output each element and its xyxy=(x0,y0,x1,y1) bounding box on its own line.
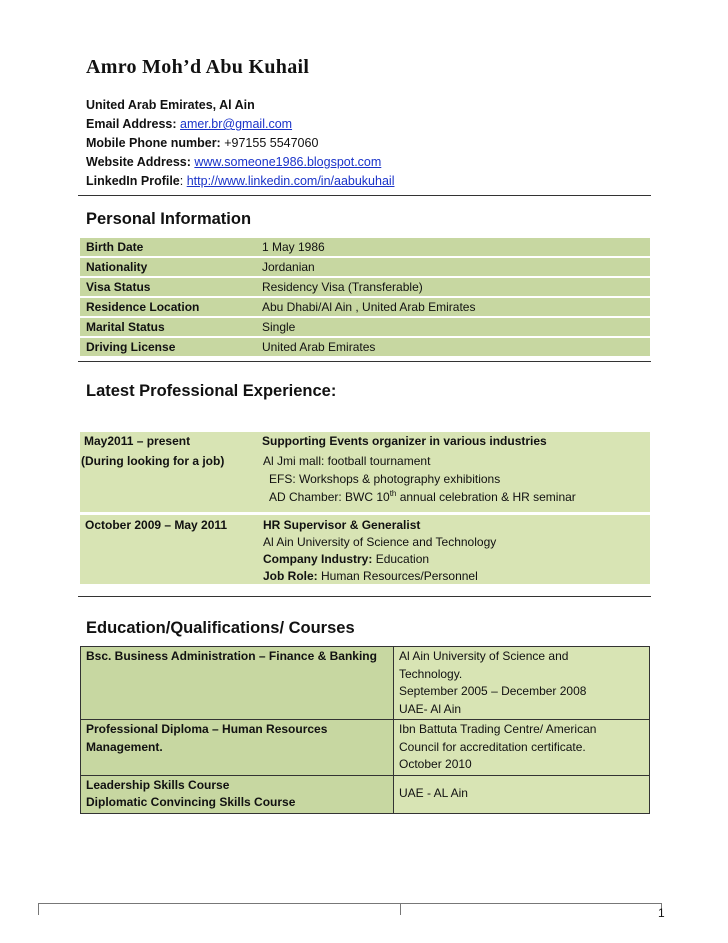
email-label: Email Address: xyxy=(86,117,177,131)
qualification: Professional Diploma – Human Resources Management. xyxy=(81,720,394,776)
mobile-number: +97155 5547060 xyxy=(224,136,319,150)
row-label: Residence Location xyxy=(86,300,200,314)
job-detail: AD Chamber: BWC 10th annual celebration & HR seminar xyxy=(269,489,576,504)
section-title-education: Education/Qualifications/ Courses xyxy=(86,619,355,637)
table-row xyxy=(80,278,650,298)
table-row xyxy=(80,318,650,338)
contact-block xyxy=(86,96,394,191)
row-label: Marital Status xyxy=(86,320,165,334)
qualification: Bsc. Business Administration – Finance & Banking xyxy=(81,647,394,720)
job-period-note: (During looking for a job) xyxy=(81,454,225,468)
table-row xyxy=(80,298,650,318)
job-period: October 2009 – May 2011 xyxy=(85,518,228,532)
row-value: Residency Visa (Transferable) xyxy=(262,280,423,294)
row-value: Abu Dhabi/Al Ain , United Arab Emirates xyxy=(262,300,476,314)
linkedin-link[interactable]: http://www.linkedin.com/in/aabukuhail xyxy=(186,174,395,188)
job-title: HR Supervisor & Generalist xyxy=(263,518,421,532)
email-link[interactable]: amer.br@gmail.com xyxy=(180,117,293,131)
job-detail: EFS: Workshops & photography exhibitions xyxy=(269,472,501,486)
location: United Arab Emirates, Al Ain xyxy=(86,98,255,112)
footer-tick xyxy=(38,903,39,915)
institution: Ibn Battuta Trading Centre/ American Council for accreditation certificate. October 2010 xyxy=(394,720,650,776)
website-line xyxy=(86,153,394,172)
page-number: 1 xyxy=(658,906,665,920)
candidate-name: Amro Moh’d Abu Kuhail xyxy=(86,56,310,78)
footer-tick xyxy=(400,903,401,915)
table-row xyxy=(80,338,650,358)
section-title-personal: Personal Information xyxy=(86,210,252,228)
qualification: Leadership Skills Course Diplomatic Convincing Skills Course xyxy=(81,775,394,813)
row-value: Jordanian xyxy=(262,260,315,274)
job-detail: Al Jmi mall: football tournament xyxy=(263,454,431,468)
mobile-label: Mobile Phone number: xyxy=(86,136,221,150)
table-row xyxy=(80,238,650,258)
table-row xyxy=(81,720,650,776)
footer-line xyxy=(38,903,662,904)
job-industry: Company Industry: Education xyxy=(263,552,430,566)
row-label: Visa Status xyxy=(86,280,151,294)
education-table xyxy=(80,646,650,814)
email-line xyxy=(86,115,394,134)
table-row xyxy=(81,647,650,720)
row-label: Birth Date xyxy=(86,240,144,254)
table-row xyxy=(81,775,650,813)
divider xyxy=(78,361,651,362)
job-period: May2011 – present xyxy=(84,434,191,448)
row-value: United Arab Emirates xyxy=(262,340,376,354)
institution: UAE - AL Ain xyxy=(394,775,650,813)
mobile-line xyxy=(86,134,394,153)
table-row xyxy=(80,258,650,278)
linkedin-label: LinkedIn Profile xyxy=(86,174,180,188)
section-title-experience: Latest Professional Experience: xyxy=(86,382,337,400)
website-link[interactable]: www.someone1986.blogspot.com xyxy=(194,155,382,169)
row-label: Nationality xyxy=(86,260,148,274)
experience-entry-1 xyxy=(80,432,650,512)
divider xyxy=(78,195,651,196)
linkedin-line: LinkedIn Profile: http://www.linkedin.com/in/aabukuhail xyxy=(86,174,395,188)
row-label: Driving License xyxy=(86,340,176,354)
row-value: 1 May 1986 xyxy=(262,240,325,254)
experience-entry-2 xyxy=(80,515,650,584)
job-role: Job Role: Human Resources/Personnel xyxy=(263,569,478,583)
institution: Al Ain University of Science and Technology. September 2005 – December 2008 UAE- Al Ain xyxy=(394,647,650,720)
divider xyxy=(78,596,651,597)
job-title: Supporting Events organizer in various industries xyxy=(262,434,547,448)
job-employer: Al Ain University of Science and Technology xyxy=(263,535,497,549)
personal-info-table xyxy=(80,238,650,358)
row-value: Single xyxy=(262,320,296,334)
website-label: Website Address: xyxy=(86,155,191,169)
